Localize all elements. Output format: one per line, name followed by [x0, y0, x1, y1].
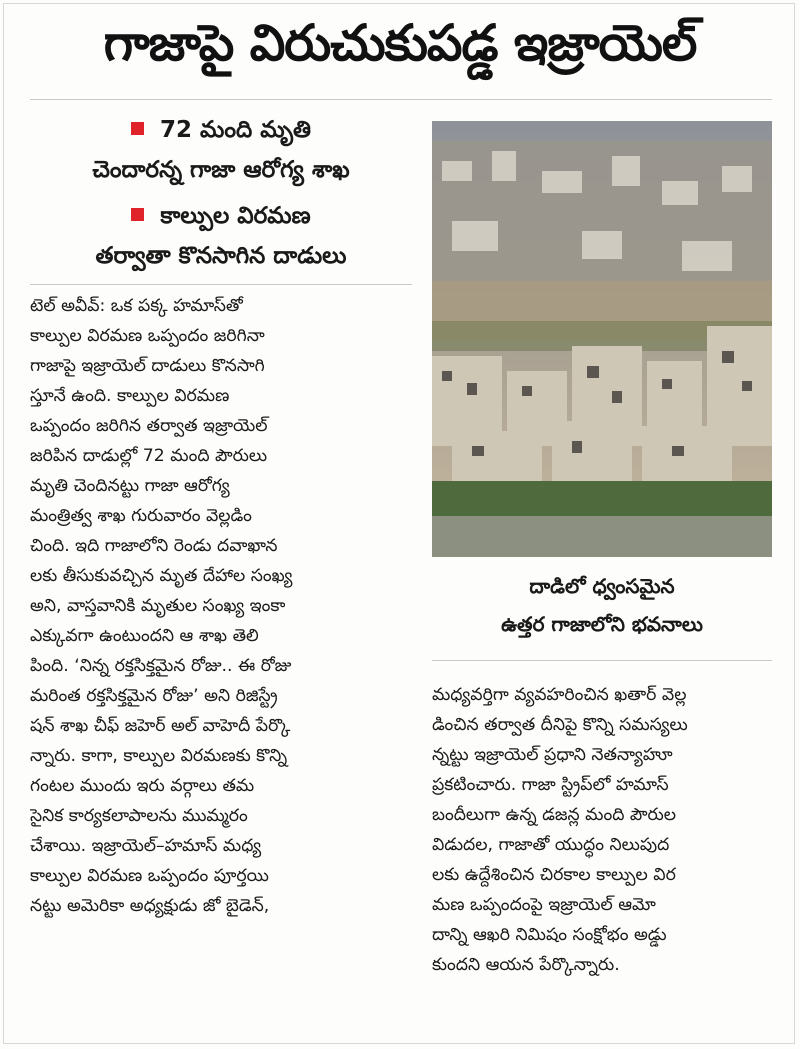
- article-line: ప్రకటించారు. గాజా స్ట్రిప్‌లో హమాస్: [432, 775, 669, 795]
- bullet-1: [30, 110, 412, 190]
- article-line: టెల్ అవీవ్: ఒక పక్క హమాస్‌తో: [30, 296, 243, 316]
- article-line: విడుదల, గాజాతో యుద్ధం నిలుపుద: [432, 835, 670, 855]
- article-line: గాజాపై ఇజ్రాయెల్ దాడులు కొనసాగి: [30, 356, 265, 376]
- article-line: బందీలుగా ఉన్న డజన్ల మంది పౌరుల: [432, 805, 676, 825]
- headline-divider: [30, 99, 772, 100]
- article-line: ఒప్పందం జరిగిన తర్వాత ఇజ్రాయెల్: [30, 416, 268, 436]
- article-line: మణ ఒప్పందంపై ఇజ్రాయెల్ ఆమో: [432, 895, 656, 915]
- article-line: దాన్ని ఆఖరి నిమిషం సంక్షోభం అడ్డు: [432, 925, 667, 945]
- photo-caption: [432, 567, 772, 643]
- article-column-right: [432, 680, 774, 980]
- bullet-square-icon: [131, 208, 144, 221]
- article-line: న్నట్టు ఇజ్రాయెల్ ప్రధాని నెతన్యాహూ: [432, 745, 673, 765]
- caption-divider: [432, 660, 772, 661]
- article-line: కాల్పుల విరమణ ఒప్పందం జరిగినా: [30, 326, 265, 346]
- article-line: షన్ శాఖ చీఫ్ జహెర్ అల్ వాహెదీ పేర్కొ: [30, 716, 291, 736]
- caption-line: దాడిలో ధ్వంసమైన: [529, 574, 675, 598]
- article-line: పింది. ‘నిన్న రక్తసిక్తమైన రోజు.. ఈ రోజు: [30, 656, 292, 676]
- bullet-2: [30, 196, 412, 276]
- caption-line: ఉత్తర గాజాలోని భవనాలు: [501, 612, 703, 636]
- bullet-line: 72 మంది మృతి: [30, 110, 412, 150]
- bullet-square-icon: [131, 122, 144, 135]
- subhead-divider: [30, 284, 412, 285]
- article-line: జరిపిన దాడుల్లో 72 మంది పౌరులు: [30, 446, 268, 466]
- article-line: గంటల ముందు ఇరు వర్గాలు తమ: [30, 776, 255, 796]
- article-line: స్తూనే ఉంది. కాల్పుల విరమణ: [30, 386, 230, 406]
- article-line: కాల్పుల విరమణ ఒప్పందం పూర్తయి: [30, 866, 269, 886]
- article-line: మృతి చెందినట్టు గాజా ఆరోగ్య: [30, 476, 230, 496]
- article-line: నట్టు అమెరికా అధ్యక్షుడు జో బైడెన్,: [30, 896, 270, 916]
- article-line: లకు తీసుకువచ్చిన మృత దేహాల సంఖ్య: [30, 566, 293, 586]
- article-line: డించిన తర్వాత దీనిపై కొన్ని సమస్యలు: [432, 715, 688, 735]
- article-line: చింది. ఇది గాజాలోని రెండు దవాఖాన: [30, 536, 278, 556]
- article-line: లకు ఉద్దేశించిన చిరకాల కాల్పుల విర: [432, 865, 676, 885]
- article-line: మరింత రక్తసిక్తమైన రోజు’ అని రిజిస్ట్రే: [30, 686, 278, 706]
- article-line: సైనిక కార్యకలాపాలను ముమ్మరం: [30, 806, 248, 826]
- bullet-line: తర్వాతా కొనసాగిన దాడులు: [95, 243, 347, 269]
- article-line: కుందని ఆయన పేర్కొన్నారు.: [432, 955, 620, 975]
- article-line: మధ్యవర్తిగా వ్యవహరించిన ఖతార్ వెల్ల: [432, 685, 687, 705]
- bullet-line: కాల్పుల విరమణ: [30, 196, 412, 236]
- article-line: మంత్రిత్వ శాఖ గురువారం వెల్లడిం: [30, 506, 252, 526]
- headline: గాజాపై విరుచుకుపడ్డ ఇజ్రాయెల్: [103, 14, 697, 72]
- article-line: ఎక్కువగా ఉంటుందని ఆ శాఖ తెలి: [30, 626, 259, 646]
- article-line: చేశాయి. ఇజ్రాయెల్–హమాస్ మధ్య: [30, 836, 262, 856]
- destroyed-buildings-photo: [432, 121, 772, 557]
- article-line: న్నారు. కాగా, కాల్పుల విరమణకు కొన్ని: [30, 746, 288, 766]
- article-column-left: [30, 291, 415, 921]
- bullet-line: చెందారన్న గాజా ఆరోగ్య శాఖ: [92, 157, 350, 183]
- article-line: అని, వాస్తవానికి మృతుల సంఖ్య ఇంకా: [30, 596, 286, 616]
